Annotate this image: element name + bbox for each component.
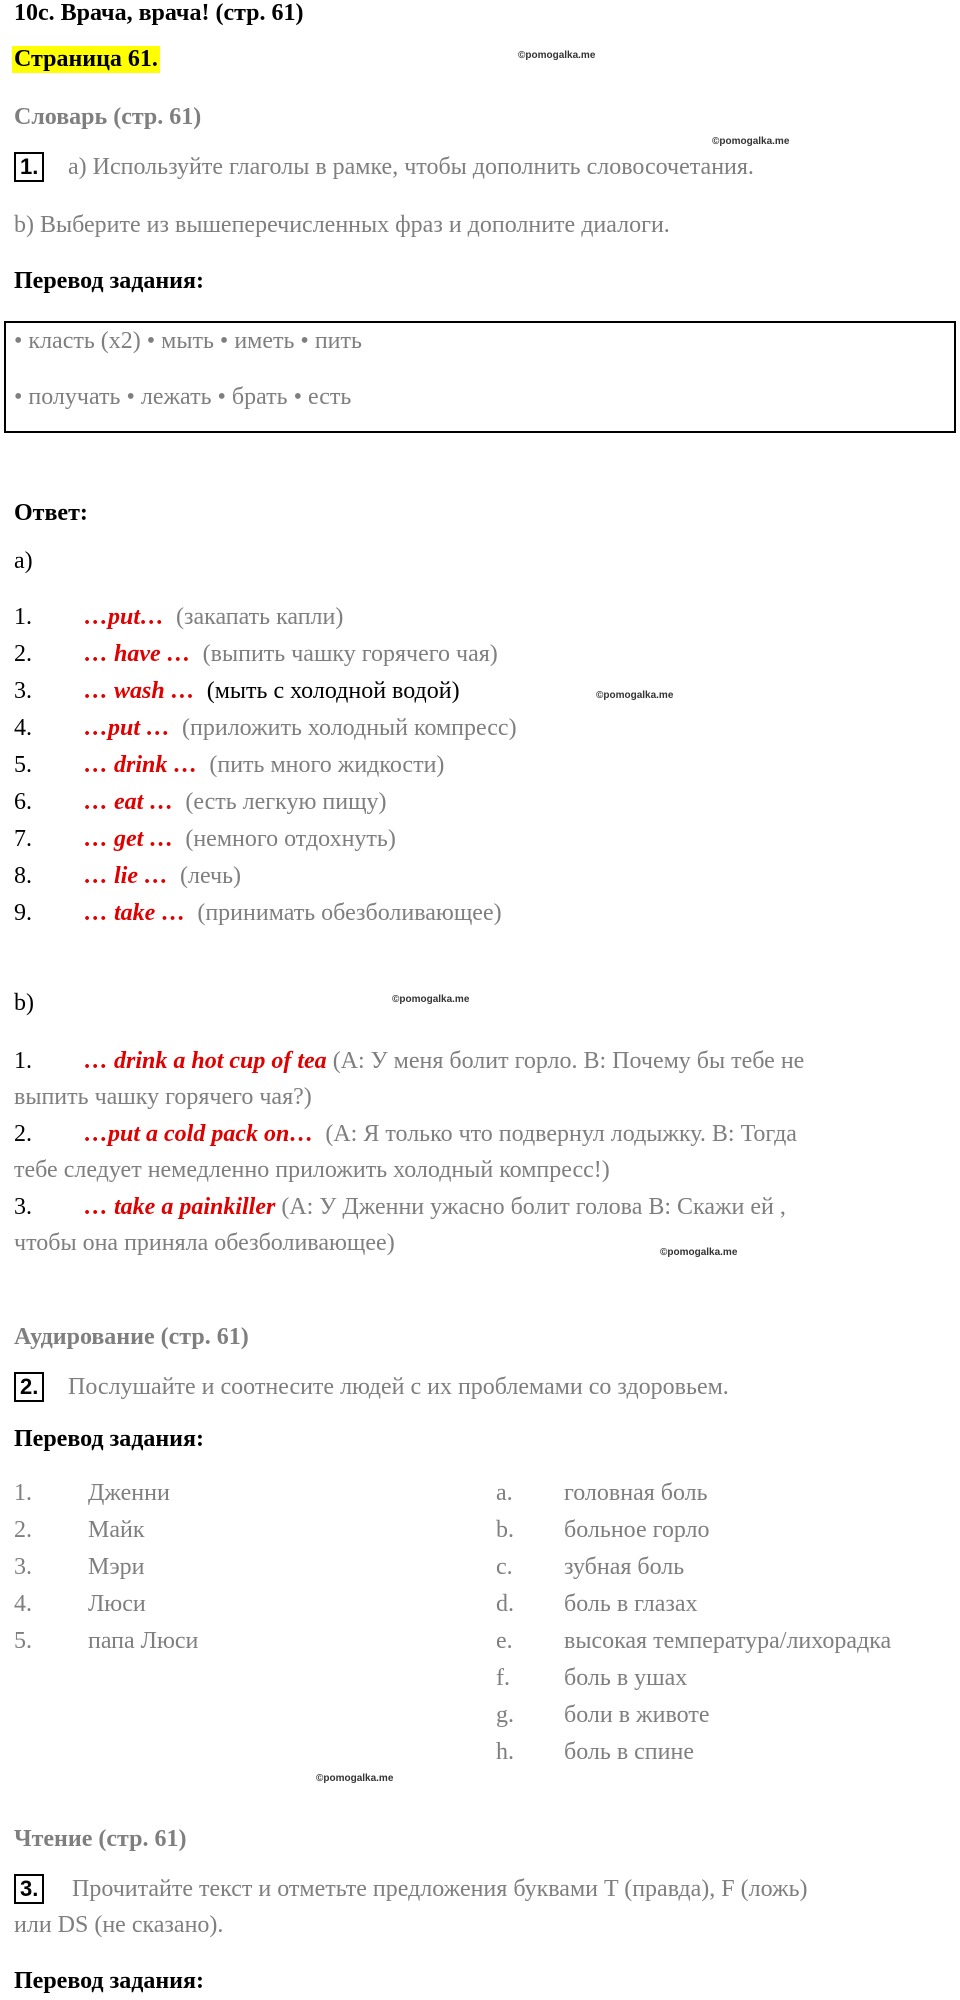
problem-text: боль в спине (564, 1739, 694, 1765)
task-instruction-a: a) Используйте глаголы в рамке, чтобы дополнить словосочетания. (68, 154, 754, 180)
list-item-continuation: чтобы она приняла обезболивающее) (14, 1230, 395, 1256)
translation-heading: Перевод задания: (14, 268, 204, 294)
section-heading-vocabulary: Словарь (стр. 61) (14, 104, 202, 130)
list-item-continuation: выпить чашку горячего чая?) (14, 1084, 312, 1110)
part-a-label: a) (14, 548, 33, 574)
problem-letter: c. (496, 1554, 513, 1580)
watermark: ©pomogalka.me (518, 50, 596, 61)
task-instruction: Послушайте и соотнесите людей с их проблемами со здоровьем. (68, 1374, 729, 1400)
problem-text: боли в животе (564, 1702, 710, 1728)
part-b-label: b) (14, 990, 34, 1016)
word-box-line: • класть (х2) • мыть • иметь • пить (14, 328, 362, 354)
problem-letter: e. (496, 1628, 513, 1654)
person-name: Майк (88, 1517, 145, 1543)
watermark: ©pomogalka.me (660, 1247, 738, 1258)
person-number: 3. (14, 1554, 32, 1580)
person-number: 4. (14, 1591, 32, 1617)
task-number-badge: 2. (14, 1372, 44, 1402)
person-name: Люси (88, 1591, 146, 1617)
person-name: папа Люси (88, 1628, 199, 1654)
problem-letter: a. (496, 1480, 513, 1506)
word-box-line: • получать • лежать • брать • есть (14, 384, 352, 410)
person-name: Дженни (88, 1480, 170, 1506)
page-title: 10c. Врача, врача! (стр. 61) (14, 0, 304, 26)
problem-letter: d. (496, 1591, 514, 1617)
watermark: ©pomogalka.me (392, 994, 470, 1005)
watermark: ©pomogalka.me (712, 136, 790, 147)
watermark: ©pomogalka.me (316, 1773, 394, 1784)
task-number-badge: 1. (14, 152, 44, 182)
person-name: Мэри (88, 1554, 145, 1580)
problem-text: головная боль (564, 1480, 708, 1506)
problem-letter: h. (496, 1739, 514, 1765)
task-instruction-continuation: или DS (не сказано). (14, 1912, 224, 1938)
translation-heading: Перевод задания: (14, 1968, 204, 1994)
problem-letter: f. (496, 1665, 510, 1691)
problem-letter: g. (496, 1702, 514, 1728)
list-item-continuation: тебе следует немедленно приложить холодный компресс!) (14, 1157, 610, 1183)
task-number-badge: 3. (14, 1874, 44, 1904)
task-instruction-b: b) Выберите из вышеперечисленных фраз и дополните диалоги. (14, 212, 670, 238)
watermark: ©pomogalka.me (596, 690, 674, 701)
person-number: 1. (14, 1480, 32, 1506)
person-number: 2. (14, 1517, 32, 1543)
task-instruction: Прочитайте текст и отметьте предложения буквами T (правда), F (ложь) (72, 1876, 808, 1902)
person-number: 5. (14, 1628, 32, 1654)
translation-heading: Перевод задания: (14, 1426, 204, 1452)
section-heading-reading: Чтение (стр. 61) (14, 1826, 187, 1852)
problem-text: боль в глазах (564, 1591, 698, 1617)
answer-heading: Ответ: (14, 500, 88, 526)
page-number-label: Страница 61. (14, 46, 158, 72)
problem-letter: b. (496, 1517, 514, 1543)
problem-text: больное горло (564, 1517, 710, 1543)
problem-text: боль в ушах (564, 1665, 688, 1691)
section-heading-listening: Аудирование (стр. 61) (14, 1324, 249, 1350)
problem-text: высокая температура/лихорадка (564, 1628, 892, 1654)
problem-text: зубная боль (564, 1554, 685, 1580)
